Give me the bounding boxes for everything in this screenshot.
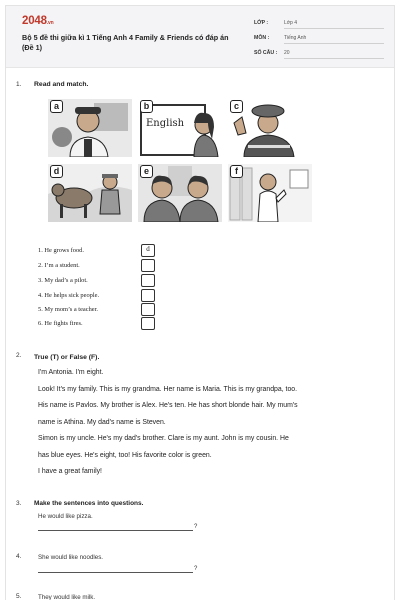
question-2-title: True (T) or False (F). — [34, 354, 100, 361]
question-1-title: Read and match. — [34, 81, 89, 88]
picture-c — [228, 99, 312, 157]
question-4-number: 4. — [16, 553, 22, 560]
passage-line-6: has blue eyes. He's eight, too! His favorite color is green. — [38, 451, 212, 459]
document-header — [6, 6, 394, 68]
question-4-prompt: She would like noodles. — [38, 554, 104, 561]
answer-box-2[interactable] — [141, 259, 155, 272]
question-3-number: 3. — [16, 500, 22, 507]
answer-box-6[interactable] — [141, 317, 155, 330]
picture-e — [138, 164, 222, 222]
meta-count-value: 20 — [284, 50, 384, 59]
question-3-qmark: ? — [194, 524, 198, 530]
passage-line-7: I have a great family! — [38, 468, 102, 475]
sentence-5: 5. My mom’s a teacher. — [38, 306, 98, 313]
meta-subject-value: Tiếng Anh — [284, 35, 384, 44]
sentence-2: 2. I’m a student. — [38, 262, 80, 269]
meta-class-label: LỚP : — [254, 20, 269, 26]
passage-line-2: Look! It's my family. This is my grandma. Her name is Maria. This is my grandpa, too. — [38, 385, 298, 393]
question-5-prompt: They would like milk. — [38, 594, 96, 600]
question-2-number: 2. — [16, 352, 22, 359]
answer-box-5[interactable] — [141, 303, 155, 316]
site-logo[interactable]: 2048.vn — [22, 15, 54, 27]
picture-c-tag: c — [230, 100, 243, 113]
question-3-prompt: He would like pizza. — [38, 513, 93, 520]
worksheet — [5, 5, 395, 600]
answer-box-1[interactable]: d — [141, 244, 155, 257]
svg-text:English: English — [146, 118, 185, 129]
picture-f-tag: f — [230, 165, 243, 178]
picture-b-tag: b — [140, 100, 153, 113]
passage-line-1: I'm Antonia. I'm eight. — [38, 369, 104, 376]
picture-d-tag: d — [50, 165, 63, 178]
meta-subject-label: MÔN : — [254, 35, 270, 41]
passage-line-5: Simon is my uncle. He's my dad's brother. Clare is my aunt. John is my cousin. He — [38, 435, 289, 442]
meta-class-value: Lớp 4 — [284, 20, 384, 29]
question-4-qmark: ? — [194, 566, 198, 572]
sentence-1: 1. He grows food. — [38, 247, 84, 254]
document-title: Bộ 5 đề thi giữa kì 1 Tiếng Anh 4 Family & Friends có đáp án (Đề 1) — [22, 33, 229, 52]
reading-passage — [38, 365, 383, 481]
picture-a-tag: a — [50, 100, 63, 113]
passage-line-4: name is Athina. My dad's name is Steven. — [38, 418, 166, 426]
question-3-title: Make the sentences into questions. — [34, 500, 144, 507]
passage-line-3: His name is Pavlos. My brother is Alex. He's ten. He has short blonde hair. My mum's — [38, 402, 298, 409]
picture-f — [228, 164, 312, 222]
sentence-4: 4. He helps sick people. — [38, 292, 100, 299]
meta-count-label: SỐ CÂU : — [254, 50, 278, 56]
picture-b — [138, 99, 222, 157]
question-4-answer-line[interactable] — [38, 572, 193, 573]
question-1-number: 1. — [16, 81, 22, 88]
picture-d — [48, 164, 132, 222]
question-5-number: 5. — [16, 593, 22, 600]
sentence-3: 3. My dad’s a pilot. — [38, 277, 88, 284]
sentence-6: 6. He fights fires. — [38, 320, 83, 327]
answer-box-4[interactable] — [141, 289, 155, 302]
answer-box-3[interactable] — [141, 274, 155, 287]
picture-e-tag: e — [140, 165, 153, 178]
picture-a — [48, 99, 132, 157]
question-3-answer-line[interactable] — [38, 530, 193, 531]
